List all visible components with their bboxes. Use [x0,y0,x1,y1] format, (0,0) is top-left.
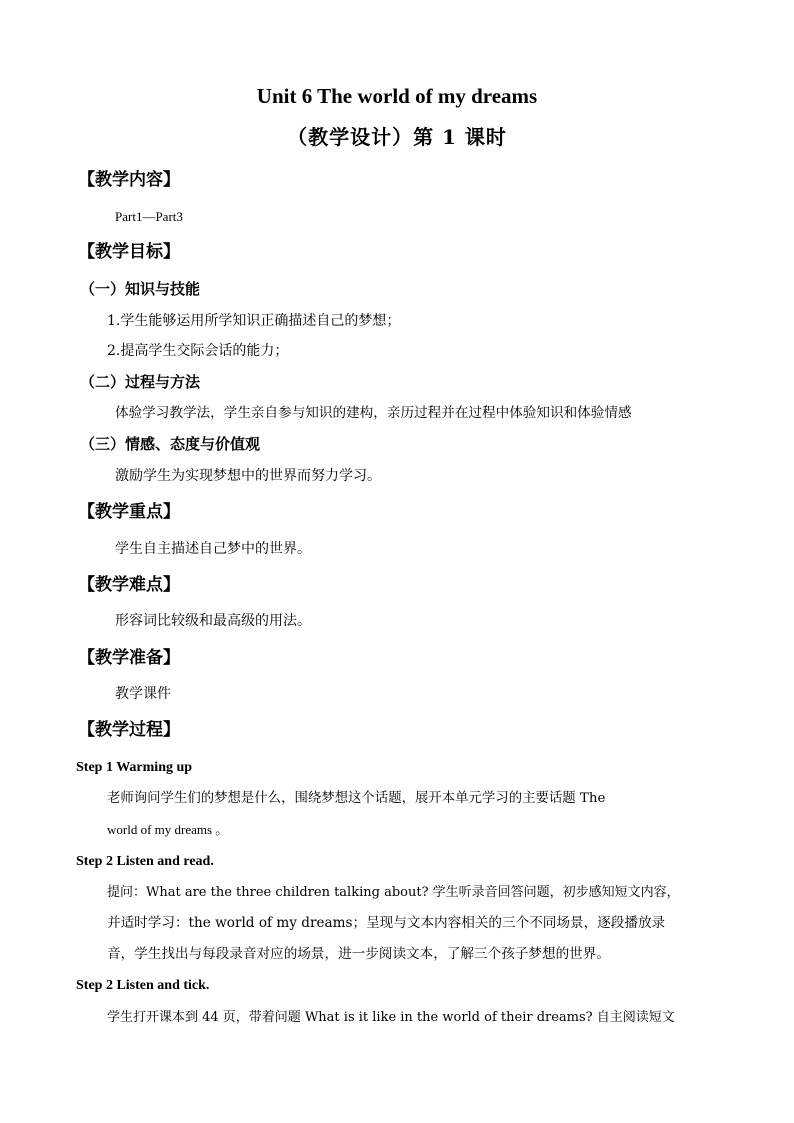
emotion-values-text: 激励学生为实现梦想中的世界而努力学习。 [115,468,381,484]
step-1-line-2: world of my dreams 。 [107,822,229,837]
section-heading-key-points: 【教学重点】 [78,502,180,522]
step-1-title: Step 1 Warming up [76,760,193,775]
document-title-chinese: （教学设计）第 1 课时 [287,125,507,149]
step-2-title: Step 2 Listen and read. [76,854,214,869]
step-2-line-1: 提问：What are the three children talking about? 学生听录音回答问题，初步感知短文内容， [107,885,680,900]
subheading-process-methods: （二）过程与方法 [80,373,201,391]
process-methods-text: 体验学习教学法，学生亲自参与知识的建构，亲历过程并在过程中体验知识和体验情感 [115,405,632,421]
content-text: Part1—Part3 [115,209,183,224]
document-title-english: Unit 6 The world of my dreams [256,84,538,108]
section-heading-process: 【教学过程】 [78,720,180,740]
goal-item-2: 2.提高学生交际会话的能力； [107,343,289,359]
section-heading-content: 【教学内容】 [78,170,180,190]
preparation-text: 教学课件 [115,686,171,702]
step-3-title: Step 2 Listen and tick. [76,978,210,993]
step-3-line-1: 学生打开课本到 44 页，带着问题 What is it like in the world of their dreams? 自主阅读短文 [107,1010,675,1025]
step-2-line-3: 音，学生找出与每段录音对应的场景，进一步阅读文本，了解三个孩子梦想的世界。 [107,946,610,962]
section-heading-goals: 【教学目标】 [78,242,180,262]
step-2-line-2: 并适时学习：the world of my dreams；呈现与文本内容相关的三个不同场景，逐段播放录 [107,915,666,931]
subheading-emotion-values: （三）情感、态度与价值观 [80,435,261,453]
section-heading-preparation: 【教学准备】 [78,648,180,668]
goal-item-1: 1.学生能够运用所学知识正确描述自己的梦想； [107,313,401,329]
step-1-line-1: 老师询问学生们的梦想是什么，围绕梦想这个话题，展开本单元学习的主要话题 The [107,791,606,806]
key-points-text: 学生自主描述自己梦中的世界。 [115,541,311,557]
difficulties-text: 形容词比较级和最高级的用法。 [115,613,311,629]
subheading-knowledge-skills: （一）知识与技能 [80,280,201,298]
section-heading-difficulties: 【教学难点】 [78,575,180,595]
